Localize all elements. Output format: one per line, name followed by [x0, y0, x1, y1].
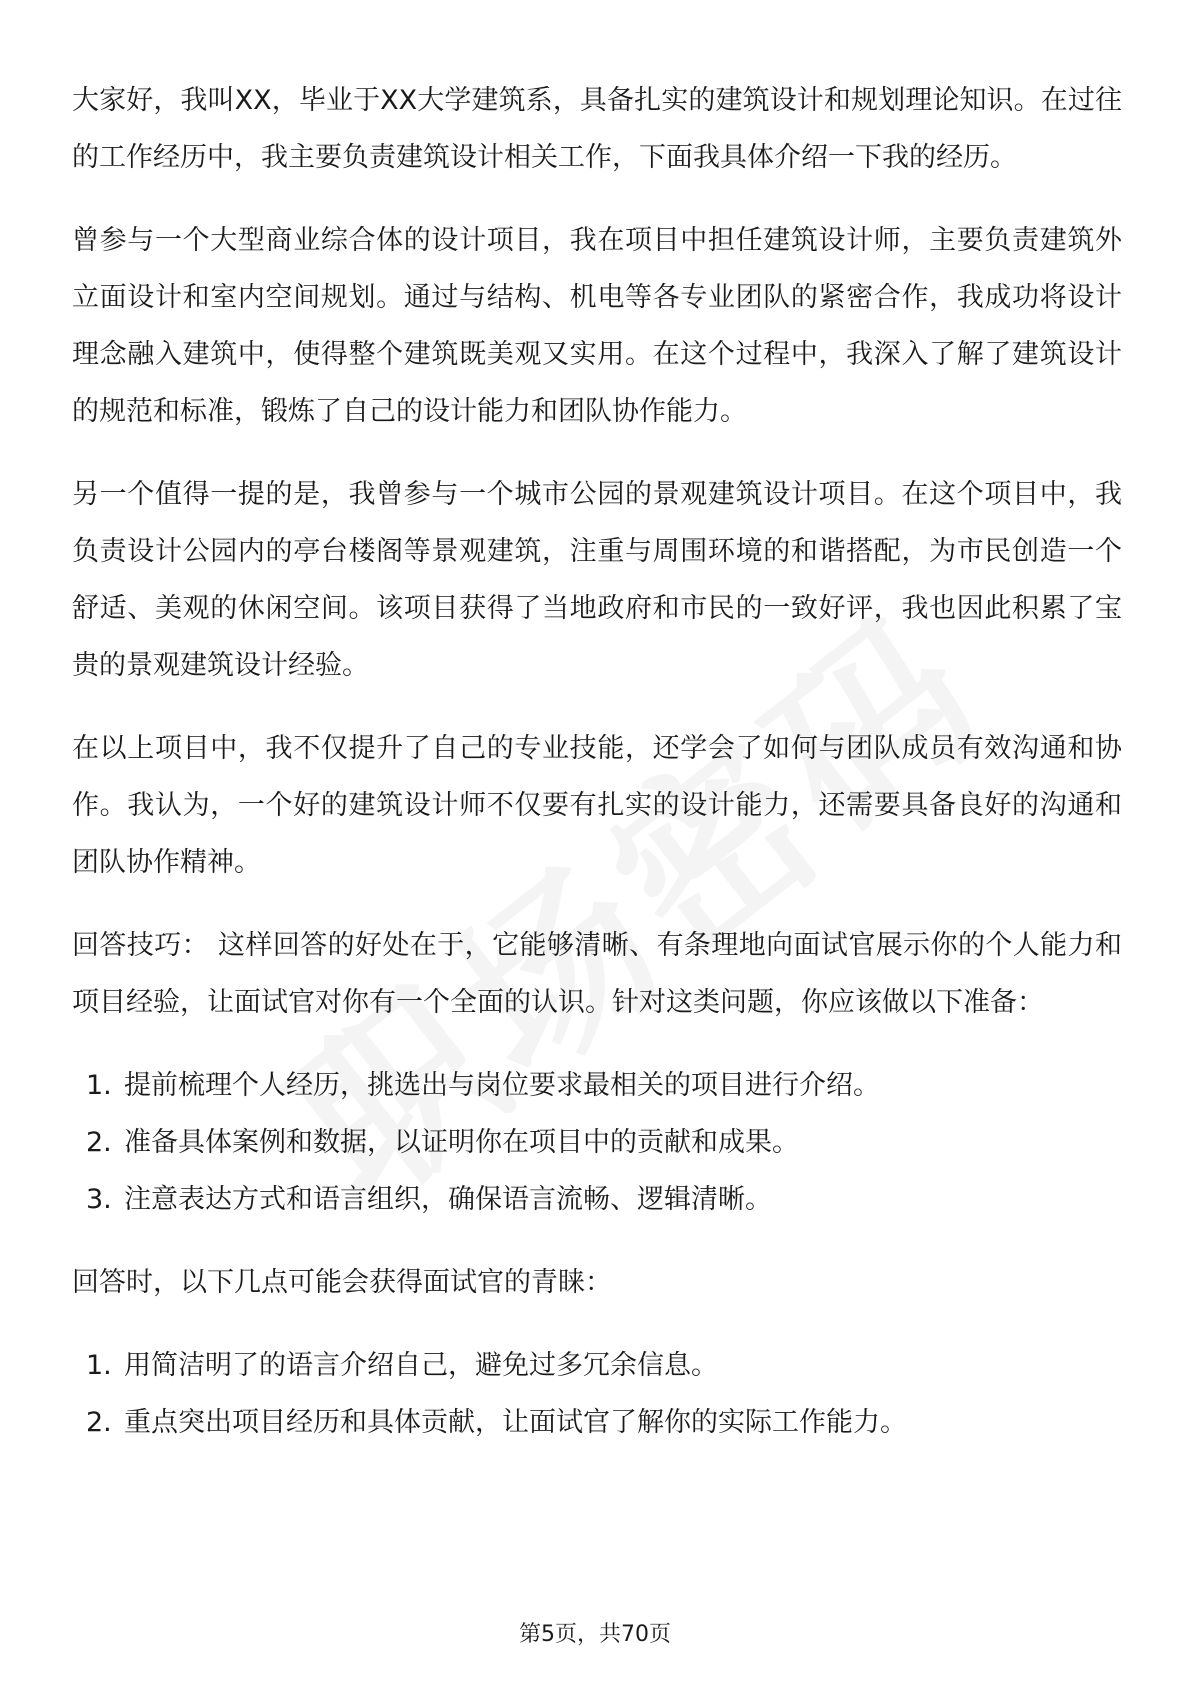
list-item [72, 1057, 1122, 1114]
document-body [72, 72, 1122, 1477]
list-item [72, 1394, 1122, 1451]
paragraph-summary: 在以上项目中，我不仅提升了自己的专业技能，还学会了如何与团队成员有效沟通和协作。我认为，一个好的建筑设计师不仅要有扎实的设计能力，还需要具备良好的沟通和团队协作精神。 [72, 733, 1122, 878]
list-item [72, 1114, 1122, 1171]
list-item-text: 用简洁明了的语言介绍自己，避免过多冗余信息。 [124, 1350, 718, 1381]
paragraph-park-project: 另一个值得一提的是，我曾参与一个城市公园的景观建筑设计项目。在这个项目中，我负责设计公园内的亭台楼阁等景观建筑，注重与周围环境的和谐搭配，为市民创造一个舒适、美观的休闲空间。该项目获得了当地政府和市民的一致好评，我也因此积累了宝贵的景观建筑设计经验。 [72, 479, 1122, 681]
paragraph-intro: 大家好，我叫XX，毕业于XX大学建筑系，具备扎实的建筑设计和规划理论知识。在过往的工作经历中，我主要负责建筑设计相关工作，下面我具体介绍一下我的经历。 [72, 85, 1122, 173]
list-item-number: 2. [86, 1127, 112, 1158]
list-item [72, 1337, 1122, 1394]
list-item [72, 1171, 1122, 1228]
list-item-text: 注意表达方式和语言组织，确保语言流畅、逻辑清晰。 [124, 1184, 772, 1215]
list-item-text: 提前梳理个人经历，挑选出与岗位要求最相关的项目进行介绍。 [124, 1070, 880, 1101]
page-number-footer: 第5页，共70页 [519, 1622, 671, 1647]
list-item-number: 1. [86, 1070, 112, 1101]
paragraph-answer-tips: 回答技巧： 这样回答的好处在于，它能够清晰、有条理地向面试官展示你的个人能力和项目经验，让面试官对你有一个全面的认识。针对这类问题，你应该做以下准备： [72, 930, 1122, 1018]
preparation-list [72, 1057, 1122, 1228]
paragraph-commercial-project: 曾参与一个大型商业综合体的设计项目，我在项目中担任建筑设计师，主要负责建筑外立面设计和室内空间规划。通过与结构、机电等各专业团队的紧密合作，我成功将设计理念融入建筑中，使得整个建筑既美观又实用。在这个过程中，我深入了解了建筑设计的规范和标准，锻炼了自己的设计能力和团队协作能力。 [72, 225, 1122, 427]
list-item-text: 准备具体案例和数据，以证明你在项目中的贡献和成果。 [124, 1127, 799, 1158]
list-item-number: 3. [86, 1184, 112, 1215]
tips-list [72, 1337, 1122, 1451]
list-item-number: 1. [86, 1350, 112, 1381]
paragraph-tips-intro: 回答时，以下几点可能会获得面试官的青睐： [72, 1267, 612, 1298]
list-item-text: 重点突出项目经历和具体贡献，让面试官了解你的实际工作能力。 [124, 1407, 907, 1438]
list-item-number: 2. [86, 1407, 112, 1438]
